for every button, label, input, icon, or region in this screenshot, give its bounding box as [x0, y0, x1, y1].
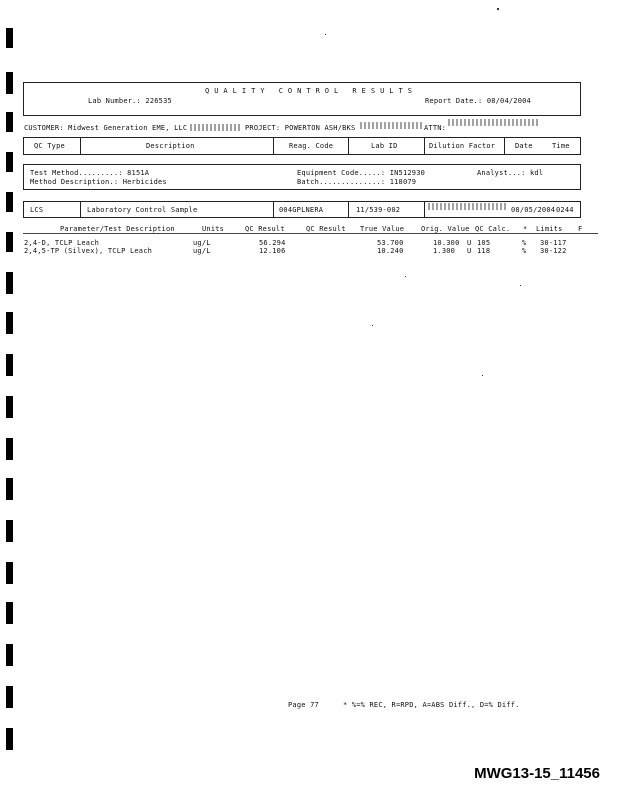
qc-row-lab-id: 11/539-002	[356, 206, 401, 214]
binder-mark	[6, 192, 13, 212]
qc-row-time: 0244	[556, 206, 574, 214]
binder-mark	[6, 728, 13, 750]
divider	[348, 201, 349, 218]
scan-noise	[360, 122, 422, 129]
table-row-qc-calc: 105	[477, 239, 491, 247]
table-row-true-value: 53.700	[377, 239, 404, 247]
method-description: Method Description.: Herbicides	[30, 178, 167, 186]
binder-mark	[6, 520, 13, 542]
binder-mark	[6, 232, 13, 252]
batch: Batch..............: 118079	[297, 178, 417, 186]
divider	[348, 137, 349, 155]
res-col-limits: Limits	[536, 225, 563, 233]
scan-speck	[482, 375, 483, 376]
scan-noise	[190, 124, 240, 131]
customer-line: CUSTOMER: Midwest Generation EME, LLC	[24, 124, 188, 132]
res-col-f: F	[578, 225, 583, 233]
binder-mark	[6, 72, 13, 94]
col-dilution-factor: Dilution Factor	[429, 142, 496, 150]
attn-label: ATTN:	[424, 124, 447, 132]
binder-mark	[6, 312, 13, 334]
res-col-qc-result-2: QC Result	[306, 225, 346, 233]
divider	[80, 137, 81, 155]
table-row-orig-value: 1.300	[433, 247, 456, 255]
analyst: Analyst...: kdl	[477, 169, 544, 177]
res-col-qc-result: QC Result	[245, 225, 285, 233]
scan-speck	[405, 276, 406, 277]
binder-mark	[6, 686, 13, 708]
res-col-flag: *	[523, 225, 528, 233]
bates-stamp: MWG13-15_11456	[474, 765, 600, 782]
scan-speck	[325, 34, 326, 35]
binder-mark	[6, 272, 13, 294]
col-qc-type: QC Type	[34, 142, 65, 150]
table-row-pct: %	[522, 247, 527, 255]
qc-row-date: 08/05/2004	[511, 206, 556, 214]
table-row-limits: 30-122	[540, 247, 567, 255]
qc-row-type: LCS	[30, 206, 44, 214]
divider	[424, 201, 425, 218]
table-row-qc-calc: 118	[477, 247, 491, 255]
col-lab-id: Lab ID	[371, 142, 398, 150]
table-row-limits: 30-117	[540, 239, 567, 247]
col-description: Description	[146, 142, 195, 150]
binder-mark	[6, 602, 13, 624]
scan-speck	[497, 8, 499, 10]
divider	[424, 137, 425, 155]
test-method: Test Method.........: 8151A	[30, 169, 150, 177]
table-row-pct: %	[522, 239, 527, 247]
scan-noise	[428, 203, 508, 210]
scan-speck	[372, 325, 373, 326]
binder-mark	[6, 28, 13, 48]
binder-mark	[6, 562, 13, 584]
equipment-code: Equipment Code.....: IN512930	[297, 169, 426, 177]
table-row-param: 2,4,5-TP (Silvex), TCLP Leach	[24, 247, 153, 255]
table-row-units: ug/L	[193, 239, 211, 247]
divider	[273, 137, 274, 155]
legend: * %=% REC, R=RPD, A=ABS Diff., D=% Diff.	[343, 701, 520, 709]
table-row-true-value: 10.240	[377, 247, 404, 255]
scan-noise	[448, 119, 538, 126]
col-date: Date	[515, 142, 533, 150]
project-line: PROJECT: POWERTON ASH/BKS	[245, 124, 356, 132]
col-time: Time	[552, 142, 570, 150]
divider	[504, 137, 505, 155]
table-row-u-flag: U	[467, 239, 472, 247]
table-row-qc-result: 56.294	[259, 239, 286, 247]
table-row-orig-value: 10.300	[433, 239, 460, 247]
col-reag-code: Reag. Code	[289, 142, 334, 150]
header-rule	[23, 233, 598, 234]
res-col-parameter: Parameter/Test Description	[60, 225, 175, 233]
page-number: Page 77	[288, 701, 319, 709]
binder-mark	[6, 396, 13, 418]
scan-speck	[520, 285, 521, 286]
report-date: Report Date.: 08/04/2004	[425, 97, 531, 105]
qc-row-description: Laboratory Control Sample	[87, 206, 198, 214]
table-row-units: ug/L	[193, 247, 211, 255]
table-row-u-flag: U	[467, 247, 472, 255]
res-col-true-value: True Value	[360, 225, 405, 233]
res-col-qc-calc: QC Calc.	[475, 225, 511, 233]
qc-row-reag-code: 004GPLNERA	[279, 206, 324, 214]
binder-mark	[6, 438, 13, 460]
page-title: QUALITY CONTROL RESULTS	[205, 87, 417, 95]
binder-mark	[6, 644, 13, 666]
binder-mark	[6, 112, 13, 132]
res-col-orig-value: Orig. Value	[421, 225, 470, 233]
divider	[273, 201, 274, 218]
res-col-units: Units	[202, 225, 225, 233]
lab-number: Lab Number.: 226535	[88, 97, 172, 105]
binder-mark	[6, 478, 13, 500]
table-row-param: 2,4-D, TCLP Leach	[24, 239, 100, 247]
binder-mark	[6, 152, 13, 172]
table-row-qc-result: 12.106	[259, 247, 286, 255]
divider	[80, 201, 81, 218]
binder-mark	[6, 354, 13, 376]
method-box	[23, 164, 581, 190]
